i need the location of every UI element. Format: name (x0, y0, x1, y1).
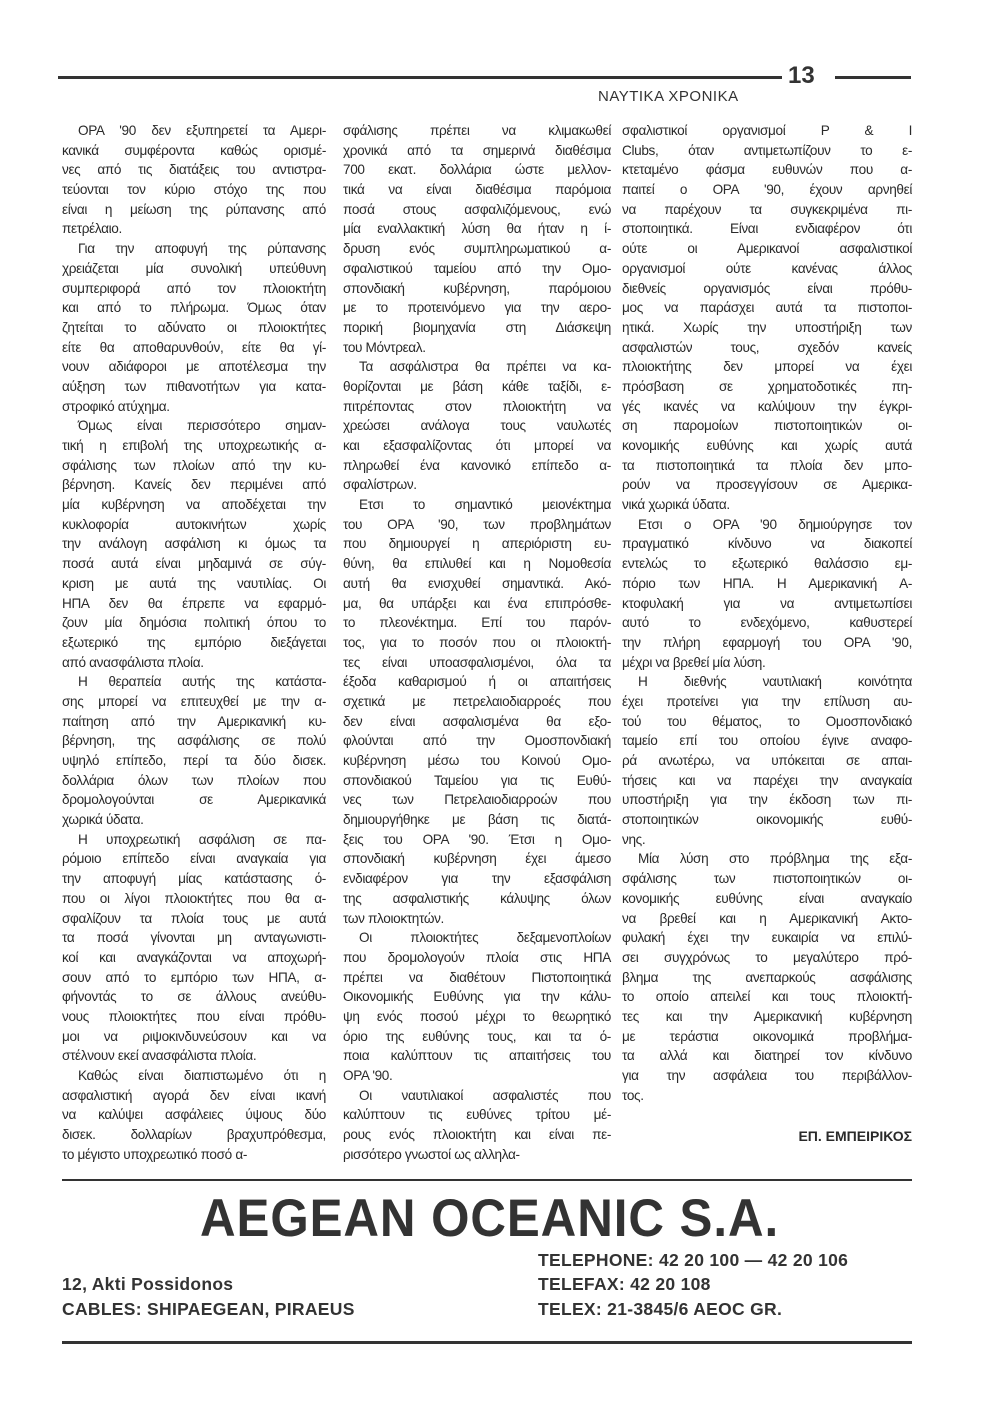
text-line: χρονικά από τα σημερινά διαθέσιμα (343, 142, 611, 158)
author-signature: ΕΠ. ΕΜΠΕΙΡΙΚΟΣ (798, 1128, 912, 1144)
text-line: Οι πλοιοκτήτες δεξαμενοπλοίων (359, 930, 611, 946)
text-line: πρόσβαση σε χρηματοδοτικές πη- (622, 378, 912, 394)
text-line: Καθώς είναι διαπιστωμένο ότι η (78, 1068, 326, 1083)
text-line: μος να παράσχει αυτά τα πιστοποι- (622, 300, 912, 316)
paragraph (62, 830, 326, 1066)
text-line: με το προτεινόμενο για την αερο- (343, 300, 611, 316)
text-line: να βρεθεί και η Αμερικανική Ακτο- (622, 910, 912, 926)
text-line: πλοιοκτήτης δεν μπορεί να έχει (622, 359, 912, 375)
paragraph (622, 849, 912, 1105)
text-line: ασφαλιστών τους, σχεδόν κανείς (622, 339, 912, 355)
text-line: ρά ανωτέρω, να υπόκειται σε απαι- (622, 753, 912, 768)
paragraph (343, 495, 611, 928)
text-line: δολλάρια όλων των πλοίων που (62, 772, 326, 788)
text-line: πρέπει να διαθέτουν Πιστοποιητικά (343, 969, 611, 985)
paragraph (622, 515, 912, 673)
text-line: αυτό το ενδεχόμενο, καθυστερεί (622, 615, 912, 631)
paragraph (62, 672, 326, 830)
text-line: θύνη, θα επιλυθεί και η Νομοθεσία (343, 556, 611, 572)
header-rule-left (58, 76, 782, 79)
text-line: δρομολογούνται σε Αμερικανικά (62, 792, 326, 808)
text-line: Για την αποφυγή της ρύπανσης (78, 241, 326, 257)
text-line: κονομικής ευθύνης είναι αναγκαίο (622, 890, 912, 906)
text-line: τες είναι υποασφαλισμένοι, όλα τα (343, 654, 611, 670)
text-line: φλούνται από την Ομοσπονδιακή (343, 733, 611, 749)
text-line: νης. (622, 831, 646, 847)
text-line: σχετικά με πετρελαιοδιαρροές που (343, 693, 611, 709)
text-line: την πλήρη εφαρμογή του ΟΡΑ '90, (622, 634, 912, 650)
text-line: κτοφυλακή για να αντιμετωπίσει (622, 595, 912, 611)
text-line: ρόμοιο επίπεδο είναι αναγκαία για (62, 851, 326, 867)
text-line: σφαλίστρων. (343, 477, 417, 493)
text-line: μα, θα υπάρξει και ένα επιπρόσθε- (343, 595, 611, 611)
text-line: ασφαλιστική αγορά δεν είναι ικανή (62, 1087, 326, 1103)
text-line: έξοδα καθαρισμού ή οι απαιτήσεις (343, 674, 611, 690)
text-line: σφαλιστικού ταμείου από την Ομο- (343, 260, 611, 276)
text-line: τα ποσά γίνονται μη ανταγωνιστι- (62, 930, 326, 946)
text-line: κοί και αναγκάζονται να αποχωρή- (62, 949, 326, 965)
text-line: νες των Πετρελαιοδιαρροών που (343, 792, 611, 808)
text-line: Η υποχρεωτική ασφάλιση σε πα- (78, 831, 326, 847)
text-line: τικά να είναι διαθέσιμα παρόμοια (343, 182, 611, 198)
text-line: σφάλισης πρέπει να κλιμακωθεί (343, 123, 611, 138)
text-line: ρισσότερο γνωστοί ως αλληλα- (343, 1146, 520, 1162)
paragraph (343, 928, 611, 1086)
ad-address: 12, Akti Possidonos (62, 1274, 234, 1294)
text-line: Οι ναυτιλιακοί ασφαλιστές που (359, 1087, 611, 1103)
text-line: στοποιητικά. Είναι ενδιαφέρον ότι (622, 221, 912, 237)
text-line: ποσά στους ασφαλιζόμενους, ενώ (343, 201, 611, 217)
text-line: κυκλοφορία αυτοκινήτων χωρίς (62, 516, 326, 532)
text-line: μία κυβέρνηση να αποδέχεται την (62, 497, 326, 513)
paragraph (343, 357, 611, 495)
text-line: εξωτερικό της εμπόριο διεξάγεται (62, 634, 326, 650)
text-line: Clubs, όταν αντιμετωπίζουν το ε- (622, 142, 912, 158)
ad-telex: TELEX: 21-3845/6 AEOC GR. (538, 1299, 783, 1319)
text-line: ρους ενός πλοιοκτήτη και είναι πε- (343, 1127, 611, 1143)
text-line: είτε θα αποθαρυνθούν, είτε θα γί- (62, 339, 326, 355)
text-line: ΟΡΑ '90. (343, 1068, 393, 1083)
page-number: 13 (788, 62, 815, 89)
text-line: τεύονται τον κύριο στόχο της που (62, 182, 326, 198)
text-line: πραγματικό κίνδυνο να διακοπεί (622, 536, 912, 552)
text-line: των πλοιοκτητών. (343, 910, 444, 926)
text-line: γές ικανές να καλύψουν την έγκρι- (622, 398, 912, 414)
ad-telefax: TELEFAX: 42 20 108 (538, 1274, 711, 1294)
text-line: κανικά συμφέροντα καθώς ορισμέ- (62, 142, 326, 158)
advertiser-name: AEGEAN OCEANIC S.A. (200, 1189, 780, 1248)
text-line: που δημιουργεί η απεριόριστη ευ- (343, 536, 611, 552)
text-line: ποια καλύπτουν τις απαιτήσεις του (343, 1048, 611, 1064)
text-line: χρειάζεται μία συνολική υπεύθυνη (62, 260, 326, 276)
paragraph (622, 672, 912, 849)
article-column-1 (62, 121, 326, 1164)
text-line: την ανάλογη ασφάλιση κι όμως τα (62, 536, 326, 552)
text-line: νικά χωρικά ύδατα. (622, 497, 730, 513)
text-line: δισεκ. δολλαρίων βραχυπρόθεσμα, (62, 1127, 326, 1143)
text-line: νους πλοιοκτήτες που είναι πρόθυ- (62, 1008, 326, 1024)
text-line: τες και την Αμερικανική κυβέρνηση (622, 1008, 912, 1024)
text-line: ρούν να προσεγγίσουν σε Αμερικα- (622, 477, 912, 493)
text-line: πετρέλαιο. (62, 221, 122, 237)
text-line: το οποίο απειλεί και τους πλοιοκτή- (622, 989, 912, 1005)
ad-cables: CABLES: SHIPAEGEAN, PIRAEUS (62, 1299, 355, 1319)
text-line: μοι να ριψοκινδυνεύσουν και να (62, 1028, 326, 1044)
text-line: κριση με αυτά της ναυτιλίας. Οι (62, 575, 326, 591)
text-line: και από το πλήρωμα. Όμως όταν (62, 300, 326, 316)
text-line: καλύπτουν τις ευθύνες τρίτου μέ- (343, 1107, 611, 1123)
text-line: φήνοντάς το σε άλλους ανεύθυ- (62, 989, 326, 1005)
text-line: και εξασφαλίζοντας ότι μπορεί να (343, 438, 611, 453)
text-line: δεν είναι ασφαλισμένα θα εξο- (343, 713, 611, 729)
text-line: σφαλίζουν τα πλοία τους με αυτά (62, 910, 326, 926)
text-line: ψη ενός ποσού μέχρι το θεωρητικό (343, 1008, 611, 1024)
text-line: τα πιστοποιητικά τα πλοία δεν μπο- (622, 457, 912, 473)
article-column-2 (343, 121, 611, 1164)
text-line: Όμως είναι περισσότερο σημαν- (78, 418, 326, 434)
text-line: κονομικής ευθύνης και χωρίς αυτά (622, 438, 912, 453)
text-line: χρεώσει ανάλογα τους ναυλωτές (343, 418, 611, 434)
text-line: ΗΠΑ δεν θα έπρεπε να εφαρμό- (62, 595, 326, 611)
text-line: Τα ασφάλιστρα θα πρέπει να κα- (359, 359, 611, 375)
text-line: την αποφυγή μίας κατάστασης ό- (62, 871, 326, 887)
text-line: ταμείο επί του οποίου έγινε αναφο- (622, 733, 912, 749)
text-line: κυβέρνηση μέσω του Κοινού Ομο- (343, 753, 611, 768)
text-line: στοποιητικών οικονομικής ευθύ- (622, 812, 912, 828)
text-line: της ασφαλιστικής κάλυψης όλων (343, 890, 611, 906)
text-line: να καλύψει ασφάλειες ύψους δύο (62, 1107, 326, 1123)
text-line: βέρνηση. Κανείς δεν περιμένει από (62, 477, 326, 493)
text-line: νουν αδιάφοροι με αποτέλεσμα την (62, 359, 326, 375)
text-line: ούτε οι Αμερικανοί ασφαλιστικοί (622, 241, 912, 257)
paragraph (62, 121, 326, 239)
ad-telephone: TELEPHONE: 42 20 100 — 42 20 106 (538, 1250, 849, 1270)
text-line: μία εναλλακτική λύση θα ήταν η ί- (343, 221, 611, 237)
text-line: τα αλλά και διατηρεί τον κίνδυνο (622, 1048, 912, 1064)
text-line: αύξηση των πιθανοτήτων για κατα- (62, 378, 326, 394)
paragraph (343, 1086, 611, 1165)
text-line: τού του θέματος, το Ομοσπονδιακό (622, 713, 912, 729)
text-line: σπονδιακή κυβέρνηση, παρόμοιου (343, 280, 611, 296)
text-line: νες από τις διατάξεις του αντιστρα- (62, 162, 326, 178)
paragraph (62, 239, 326, 416)
text-line: τική η επιβολή της υποχρεωτικής α- (62, 438, 326, 453)
text-line: τος, για το ποσόν που οι πλοιοκτή- (343, 634, 611, 650)
text-line: τος. (622, 1087, 644, 1103)
paragraph (343, 121, 611, 357)
text-line: από ανασφάλιστα πλοία. (62, 654, 204, 670)
text-line: σπονδιακή κυβέρνηση έχει άμεσο (343, 851, 611, 867)
text-line: του ΟΡΑ '90, των προβλημάτων (343, 516, 611, 532)
text-line: ενδιαφέρον για την εξασφάλιση (343, 871, 611, 887)
text-line: να παρέχουν τα συγκεκριμένα πι- (622, 201, 912, 217)
text-line: φυλακή έχει την ευκαιρία να επιλύ- (622, 930, 912, 946)
text-line: Ετσι το σημαντικό μειονέκτημα (359, 497, 611, 513)
text-line: ζητείται το αδύνατο οι πλοιοκτήτες (62, 319, 326, 335)
text-line: πληρωθεί ένα κανονικό επίπεδο α- (343, 457, 611, 473)
ad-top-rule (62, 1179, 912, 1181)
text-line: ητικά. Χωρίς την υποστήριξη των (622, 319, 912, 335)
text-line: Μία λύση στο πρόβλημα της εξα- (638, 851, 912, 867)
paragraph (622, 121, 912, 515)
text-line: υψηλό επίπεδο, περί τα δύο δισεκ. (62, 753, 326, 768)
text-line: του Μόντρεαλ. (343, 339, 426, 355)
text-line: χωρικά ύδατα. (62, 812, 144, 828)
text-line: το πλεονέκτημα. Επί του παρόν- (343, 615, 611, 631)
text-line: βλημα της ανεπαρκούς ασφάλισης (622, 969, 912, 985)
text-line: δρυση ενός συμπληρωματικού α- (343, 241, 611, 257)
text-line: σφάλισης των πιστοποιητικών οι- (622, 871, 912, 887)
text-line: στέλνουν εκεί ανασφάλιστα πλοία. (62, 1048, 257, 1064)
text-line: δημιουργήθηκε με βάση τις διατά- (343, 812, 611, 828)
text-line: εντελώς το εξωτερικό θαλάσσιο εμ- (622, 556, 912, 572)
text-line: ΟΡΑ '90 δεν εξυπηρετεί τα Αμερι- (78, 123, 326, 138)
text-line: Η διεθνής ναυτιλιακή κοινότητα (638, 674, 912, 690)
text-line: 700 εκατ. δολλάρια ώστε μελλον- (343, 162, 611, 178)
text-line: αυτή θα ενισχυθεί σημαντικά. Ακό- (343, 575, 611, 591)
paragraph (62, 1066, 326, 1164)
text-line: μέχρι να βρεθεί μία λύση. (622, 654, 766, 670)
text-line: το μέγιστο υποχρεωτικό ποσό α- (62, 1146, 248, 1162)
text-line: σφαλιστικοί οργανισμοί P & I (622, 123, 912, 138)
text-line: ξεις του ΟΡΑ '90. Έτσι η Ομο- (343, 831, 611, 847)
text-line: με τεράστια οικονομικά προβλήμα- (622, 1028, 912, 1044)
text-line: Η θεραπεία αυτής της κατάστα- (78, 674, 326, 690)
text-line: έχει προτείνει για την επίλυση αυ- (622, 693, 912, 709)
text-line: βέρνηση, της ασφάλισης σε πολύ (62, 733, 326, 749)
text-line: είναι η μείωση της ρύπανσης από (62, 201, 326, 217)
text-line: για την ασφάλεια του περιβάλλον- (622, 1068, 912, 1083)
text-line: κτεταμένο φάσμα ευθυνών που α- (622, 162, 912, 178)
text-line: ποσά αυτά είναι μηδαμινά σε σύγ- (62, 556, 326, 572)
text-line: σει συγχρόνως το μεγαλύτερο πρό- (622, 949, 912, 965)
text-line: θορίζονται με βάση κάθε ταξίδι, ε- (343, 378, 611, 394)
text-line: ζουν μία δημόσια πολιτική όπου το (62, 615, 326, 631)
paragraph (62, 416, 326, 672)
text-line: στροφικό ατύχημα. (62, 398, 170, 414)
header-rule-right (835, 76, 911, 79)
text-line: σουν από το εμπόριο των ΗΠΑ, α- (62, 969, 326, 985)
text-line: που δρομολογούν πλοία στις ΗΠΑ (343, 949, 611, 965)
text-line: Ετσι ο ΟΡΑ '90 δημιούργησε τον (638, 516, 912, 532)
text-line: διεθνείς οργανισμός είναι πρόθυ- (622, 280, 912, 296)
text-line: που οι λίγοι πλοιοκτήτες που θα α- (62, 890, 326, 906)
text-line: ση παρομοίων πιστοποιητικών οι- (622, 418, 912, 434)
text-line: συμπεριφορά από τον πλοιοκτήτη (62, 280, 326, 296)
text-line: όριο της ευθύνης τους, και τα ό- (343, 1028, 611, 1044)
text-line: οργανισμοί ούτε κανένας άλλος (622, 260, 912, 276)
text-line: παίτηση από την Αμερικανική κυ- (62, 713, 326, 729)
text-line: πιτρέποντας στον πλοιοκτήτη να (343, 398, 611, 414)
publication-title: ΝΑΥΤΙΚΑ ΧΡΟΝΙΚΑ (598, 88, 739, 105)
text-line: σφάλισης των πλοίων από την κυ- (62, 457, 326, 473)
text-line: τήσεις και να παρέχει την αναγκαία (622, 772, 912, 788)
article-column-3 (622, 121, 912, 1105)
text-line: πορική βιομηχανία στη Διάσκεψη (343, 319, 611, 335)
text-line: πόριο των ΗΠΑ. Η Αμερικανική Α- (622, 575, 912, 591)
text-line: παιτεί ο ΟΡΑ '90, έχουν αρνηθεί (622, 182, 912, 198)
text-line: σπονδιακού Ταμείου για τις Ευθύ- (343, 772, 611, 788)
text-line: υποστήριξη για την έκδοση των πι- (622, 792, 912, 808)
text-line: σης μπορεί να επιτευχθεί με την α- (62, 693, 326, 709)
text-line: Οικονομικής Ευθύνης για την κάλυ- (343, 989, 611, 1005)
ad-bottom-rule (62, 1341, 912, 1344)
